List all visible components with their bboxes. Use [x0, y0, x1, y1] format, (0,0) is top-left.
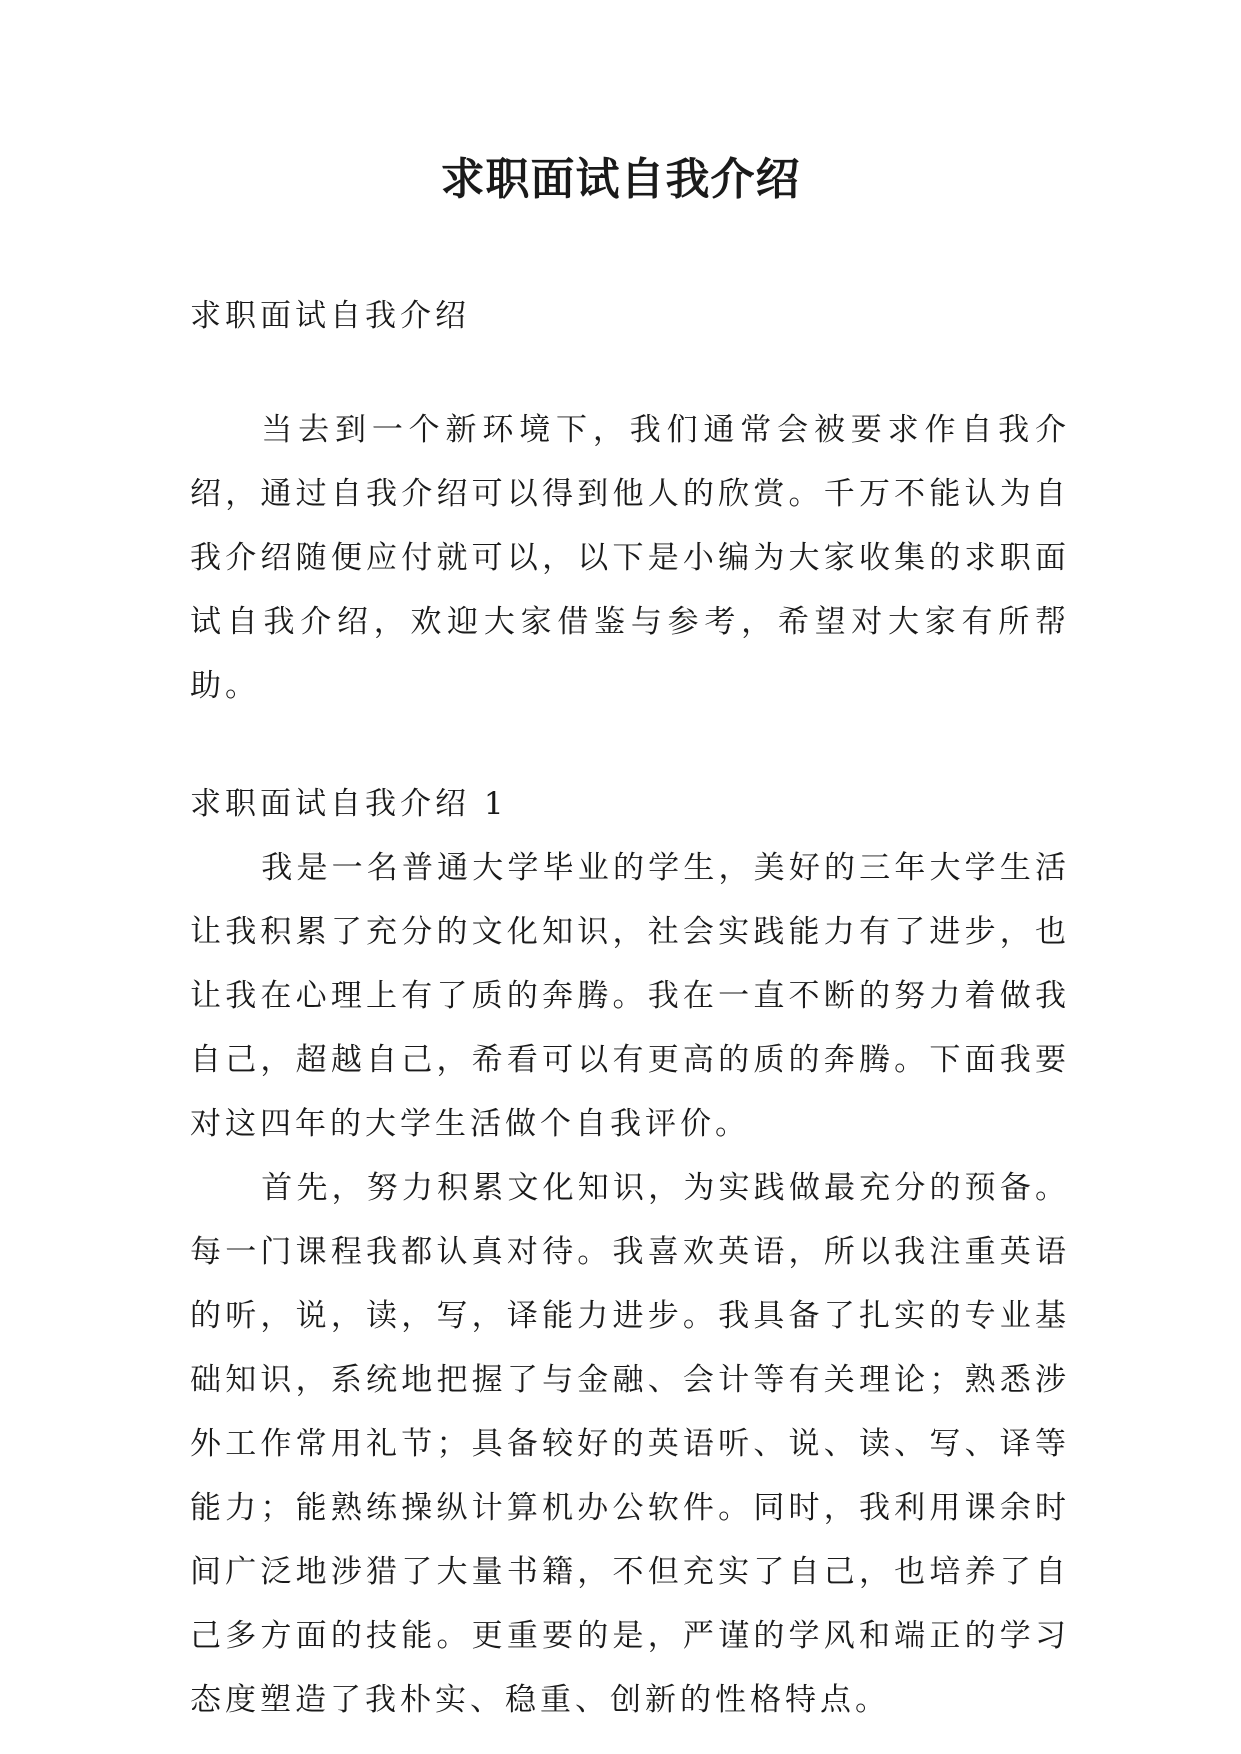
- body-paragraph: 首先，努力积累文化知识，为实践做最充分的预备。每一门课程我都认真对待。我喜欢英语，所以我注重英语的听，说，读，写，译能力进步。我具备了扎实的专业基础知识，系统地把握了与金融、会计等有关理论；熟悉涉外工作常用礼节；具备较好的英语听、说、读、写、译等能力；能熟练操纵计算机办公软件。同时，我利用课余时间广泛地涉猎了大量书籍，不但充实了自己，也培养了自己多方面的技能。更重要的是，严谨的学风和端正的学习态度塑造了我朴实、稳重、创新的性格特点。: [190, 1170, 1070, 1718]
- document-title: 求职面试自我介绍: [440, 154, 801, 205]
- body-paragraph: 我是一名普通大学毕业的学生，美好的三年大学生活让我积累了充分的文化知识，社会实践能力有了进步，也让我在心理上有了质的奔腾。我在一直不断的努力着做我自己，超越自己，希看可以有更高的质的奔腾。下面我要对这四年的大学生活做个自我评价。: [190, 850, 1070, 1142]
- document-subtitle: 求职面试自我介绍: [190, 298, 470, 334]
- intro-paragraph: 当去到一个新环境下，我们通常会被要求作自我介绍，通过自我介绍可以得到他人的欣赏。千万不能认为自我介绍随便应付就可以，以下是小编为大家收集的求职面试自我介绍，欢迎大家借鉴与参考，希望对大家有所帮助。: [190, 412, 1070, 704]
- section-heading: 求职面试自我介绍 1: [190, 786, 508, 822]
- document-body: [190, 284, 1070, 1732]
